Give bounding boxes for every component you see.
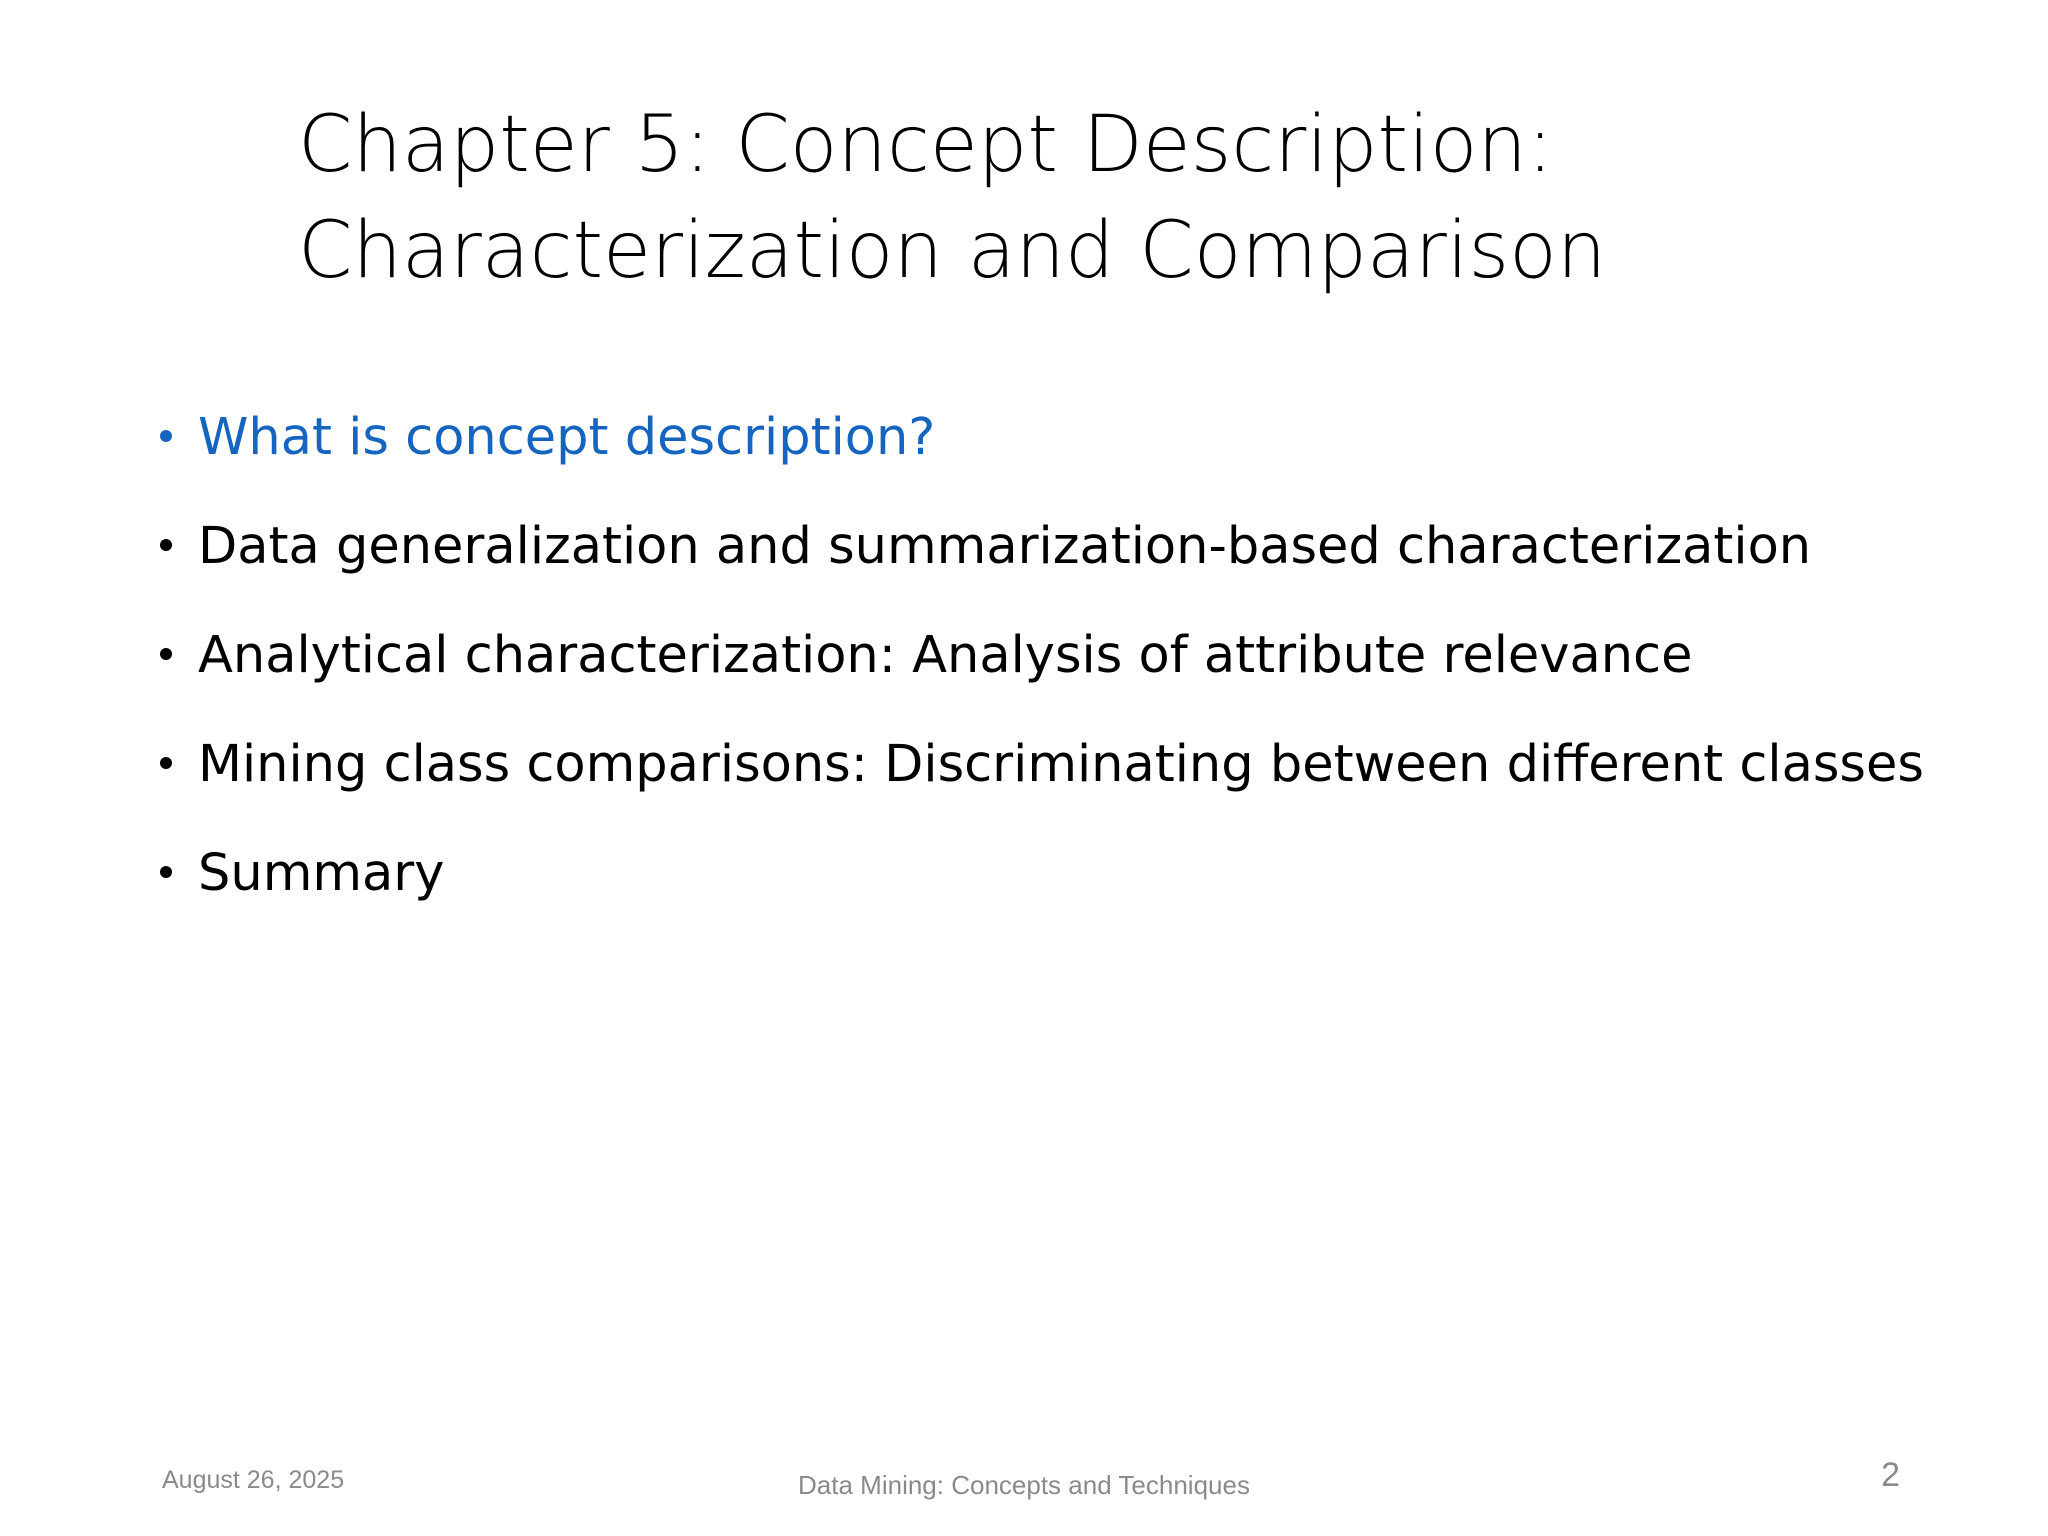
bullet-text: Data generalization and summarization-based characterization <box>198 517 1812 576</box>
bullet-text: What is concept description? <box>198 408 936 467</box>
bullet-text: Summary <box>198 844 445 903</box>
bullet-dot-icon <box>160 648 172 660</box>
bullet-dot-icon <box>160 539 172 551</box>
bullet-item-class-comparisons <box>160 733 1960 842</box>
bullet-text: Mining class comparisons: Discriminating between different classes <box>198 735 1924 794</box>
bullet-dot-icon <box>160 866 172 878</box>
slide-title <box>298 92 1898 304</box>
bullet-item-summary <box>160 842 1960 951</box>
footer-date: August 26, 2025 <box>162 1466 345 1494</box>
bullet-item-concept-description <box>160 406 1960 515</box>
footer-title: Data Mining: Concepts and Techniques <box>798 1470 1250 1500</box>
bullet-dot-icon <box>160 430 172 442</box>
bullet-list <box>160 406 1960 951</box>
page-number: 2 <box>1881 1456 1900 1494</box>
bullet-item-analytical-characterization <box>160 624 1960 733</box>
title-line-2: Characterization and Comparison <box>298 206 1607 296</box>
bullet-text: Analytical characterization: Analysis of attribute relevance <box>198 626 1693 685</box>
bullet-item-data-generalization <box>160 515 1960 624</box>
title-line-1: Chapter 5: Concept Description: <box>298 100 1554 190</box>
bullet-dot-icon <box>160 757 172 769</box>
